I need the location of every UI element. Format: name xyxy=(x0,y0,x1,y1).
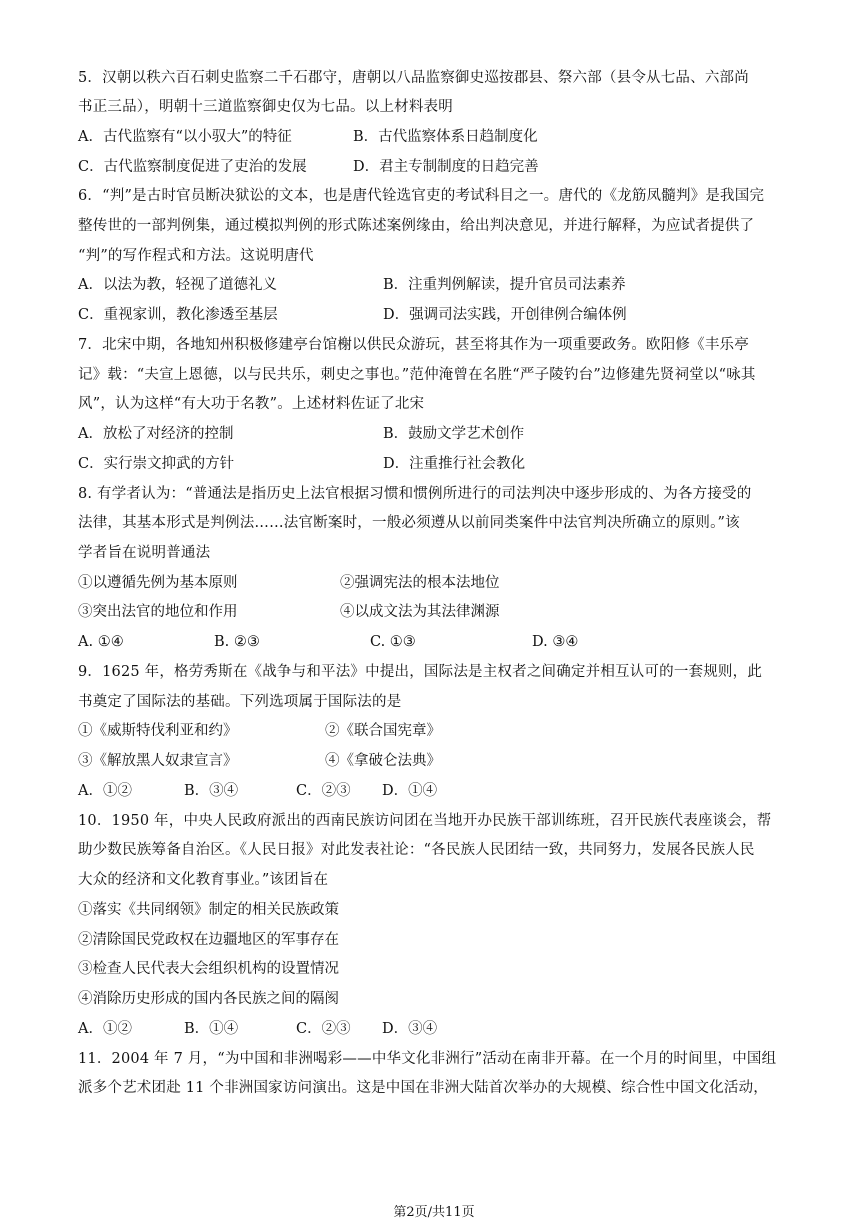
question-9-item-1: ①《威斯特伐利亚和约》 xyxy=(78,723,238,739)
question-10-item-1: ①落实《共同纲领》制定的相关民族政策 xyxy=(78,902,339,918)
question-6-option-c: C．重视家训，教化渗透至基层 xyxy=(78,307,278,323)
question-5-option-a: A．古代监察有“以小驭大”的特征 xyxy=(78,129,292,145)
question-10-item-3: ③检查人民代表大会组织机构的设置情况 xyxy=(78,961,339,977)
question-8-option-c: C. ①③ xyxy=(370,634,416,650)
question-7-line-2: 记》载：“夫宣上恩德，以与民共乐，刺史之事也。”范仲淹曾在名胜“严子陵钓台”边修建先贤祠堂以“咏其 xyxy=(78,367,756,383)
question-8-option-a: A. ①④ xyxy=(78,634,124,650)
question-10-item-4: ④消除历史形成的国内各民族之间的隔阂 xyxy=(78,991,339,1007)
question-6-option-d: D．强调司法实践，开创律例合编体例 xyxy=(383,307,627,323)
question-9-item-4: ④《拿破仑法典》 xyxy=(325,753,441,769)
question-9-item-3: ③《解放黑人奴隶宣言》 xyxy=(78,753,238,769)
question-5-option-d: D．君主专制制度的日趋完善 xyxy=(353,159,539,175)
question-9-option-a: A．①② xyxy=(78,783,132,799)
question-9-option-d: D．①④ xyxy=(382,783,438,799)
question-6-line-2: 整传世的一部判例集，通过模拟判例的形式陈述案例缘由，给出判决意见，并进行解释，为应试者提供了 xyxy=(78,218,755,234)
question-5-option-c: C．古代监察制度促进了吏治的发展 xyxy=(78,159,307,175)
question-7-option-b: B．鼓励文学艺术创作 xyxy=(383,426,525,442)
question-7-line-1: 7．北宋中期，各地知州积极修建亭台馆榭以供民众游玩，甚至将其作为一项重要政务。欧阳修《丰乐亭 xyxy=(78,337,749,353)
question-8-item-3: ③突出法官的地位和作用 xyxy=(78,604,238,620)
page-number: 第2页/共11页 xyxy=(393,1205,475,1220)
question-6-option-b: B．注重判例解读，提升官员司法素养 xyxy=(383,277,626,293)
question-5-option-b: B．古代监察体系日趋制度化 xyxy=(353,129,538,145)
question-8-option-d: D. ③④ xyxy=(532,634,579,650)
question-10-item-2: ②清除国民党政权在边疆地区的军事存在 xyxy=(78,932,339,948)
question-10-option-b: B．①④ xyxy=(184,1021,239,1037)
question-9-option-b: B．③④ xyxy=(184,783,239,799)
question-5-line-2: 书正三品），明朝十三道监察御史仅为七品。以上材料表明 xyxy=(78,99,453,115)
question-9-option-c: C．②③ xyxy=(296,783,351,799)
question-10-line-3: 大众的经济和文化教育事业。”该团旨在 xyxy=(78,872,329,888)
question-8-item-2: ②强调宪法的根本法地位 xyxy=(340,575,500,591)
question-8-line-1: 8. 有学者认为：“普通法是指历史上法官根据习惯和惯例所进行的司法判决中逐步形成的、为各方接受的 xyxy=(78,486,752,502)
question-10-line-1: 10．1950 年，中央人民政府派出的西南民族访问团在当地开办民族干部训练班，召开民族代表座谈会，帮 xyxy=(78,813,772,829)
question-10-option-a: A．①② xyxy=(78,1021,132,1037)
question-8-line-3: 学者旨在说明普通法 xyxy=(78,545,211,561)
question-8-item-4: ④以成文法为其法律渊源 xyxy=(340,604,500,620)
question-8-option-b: B. ②③ xyxy=(214,634,260,650)
question-6-line-1: 6．“判”是古时官员断决狱讼的文本，也是唐代铨选官吏的考试科目之一。唐代的《龙筋凤髓判》是我国完 xyxy=(78,188,765,204)
question-10-line-2: 助少数民族筹备自治区。《人民日报》对此发表社论：“各民族人民团结一致，共同努力，发展各民族人民 xyxy=(78,842,755,858)
question-11-line-1: 11．2004 年 7 月，“为中国和非洲喝彩——中华文化非洲行”活动在南非开幕。在一个月的时间里，中国组 xyxy=(78,1051,777,1067)
question-7-option-d: D．注重推行社会教化 xyxy=(383,456,526,472)
question-8-item-1: ①以遵循先例为基本原则 xyxy=(78,575,238,591)
question-9-item-2: ②《联合国宪章》 xyxy=(325,723,441,739)
question-7-option-c: C．实行崇文抑武的方针 xyxy=(78,456,235,472)
question-5-line-1: 5．汉朝以秩六百石刺史监察二千石郡守，唐朝以八品监察御史巡按郡县、祭六部（县令从七品、六部尚 xyxy=(78,70,749,86)
question-7-line-3: 风”，认为这样“有大功于名教”。上述材料佐证了北宋 xyxy=(78,396,425,412)
question-11-line-2: 派多个艺术团赴 11 个非洲国家访问演出。这是中国在非洲大陆首次举办的大规模、综合性中国文化活动， xyxy=(78,1080,768,1096)
question-9-line-2: 书奠定了国际法的基础。下列选项属于国际法的是 xyxy=(78,694,402,710)
question-6-option-a: A．以法为教，轻视了道德礼义 xyxy=(78,277,277,293)
question-10-option-c: C．②③ xyxy=(296,1021,351,1037)
question-7-option-a: A．放松了对经济的控制 xyxy=(78,426,234,442)
question-9-line-1: 9．1625 年，格劳秀斯在《战争与和平法》中提出，国际法是主权者之间确定并相互认可的一套规则，此 xyxy=(78,664,763,680)
question-6-line-3: “判”的写作程式和方法。这说明唐代 xyxy=(78,248,314,264)
question-10-option-d: D．③④ xyxy=(382,1021,438,1037)
question-8-line-2: 法律，其基本形式是判例法……法官断案时，一般必须遵从以前同类案件中法官判决所确立的原则。”该 xyxy=(78,515,740,531)
